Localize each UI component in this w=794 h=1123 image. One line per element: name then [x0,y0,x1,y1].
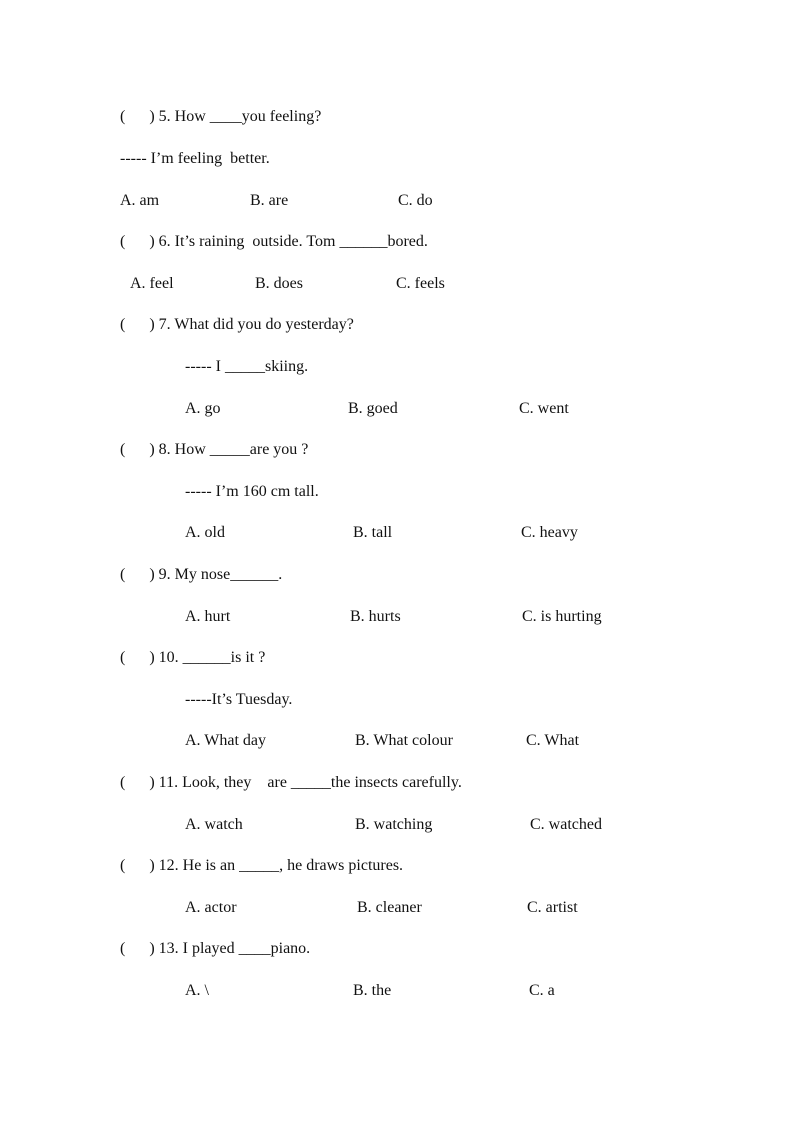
question-12-option-b: B. cleaner [357,899,422,916]
question-12-option-a: A. actor [185,899,237,916]
question-7-option-b: B. goed [348,400,398,417]
question-7-option-c: C. went [519,400,569,417]
question-9-option-c: C. is hurting [522,608,602,625]
question-6-option-c: C. feels [396,275,445,292]
question-9-option-a: A. hurt [185,608,231,625]
question-11-option-c: C. watched [530,816,602,833]
question-11-option-b: B. watching [355,816,433,833]
question-8-reply: ----- I’m 160 cm tall. [185,483,319,500]
question-13-option-a: A. \ [185,982,209,999]
question-10-option-a: A. What day [185,732,267,749]
question-5-option-c: C. do [398,192,433,209]
question-5-option-b: B. are [250,192,289,209]
question-6-option-a: A. feel [130,275,174,292]
question-13-option-c: C. a [529,982,555,999]
question-10-stem: ( ) 10. ______is it ? [120,649,266,666]
question-6-stem: ( ) 6. It’s raining outside. Tom ______bored. [120,233,428,250]
question-13-option-b: B. the [353,982,392,999]
question-10-reply: -----It’s Tuesday. [185,691,293,708]
question-7-option-a: A. go [185,400,221,417]
question-5-reply: ----- I’m feeling better. [120,150,270,167]
question-11-option-a: A. watch [185,816,243,833]
question-7-reply: ----- I _____skiing. [185,358,309,375]
question-13-stem: ( ) 13. I played ____piano. [120,940,311,957]
question-8-option-c: C. heavy [521,524,578,541]
question-10-option-b: B. What colour [355,732,453,749]
question-8-stem: ( ) 8. How _____are you ? [120,441,309,458]
question-12-stem: ( ) 12. He is an _____, he draws pictures. [120,857,404,874]
question-8-option-b: B. tall [353,524,393,541]
question-11-stem: ( ) 11. Look, they are _____the insects carefully. [120,774,462,791]
question-6-option-b: B. does [255,275,303,292]
question-7-stem: ( ) 7. What did you do yesterday? [120,316,354,333]
question-9-stem: ( ) 9. My nose______. [120,566,283,583]
question-9-option-b: B. hurts [350,608,401,625]
question-8-option-a: A. old [185,524,225,541]
question-5-option-a: A. am [120,192,160,209]
question-10-option-c: C. What [526,732,580,749]
question-12-option-c: C. artist [527,899,578,916]
question-5-stem: ( ) 5. How ____you feeling? [120,108,322,125]
